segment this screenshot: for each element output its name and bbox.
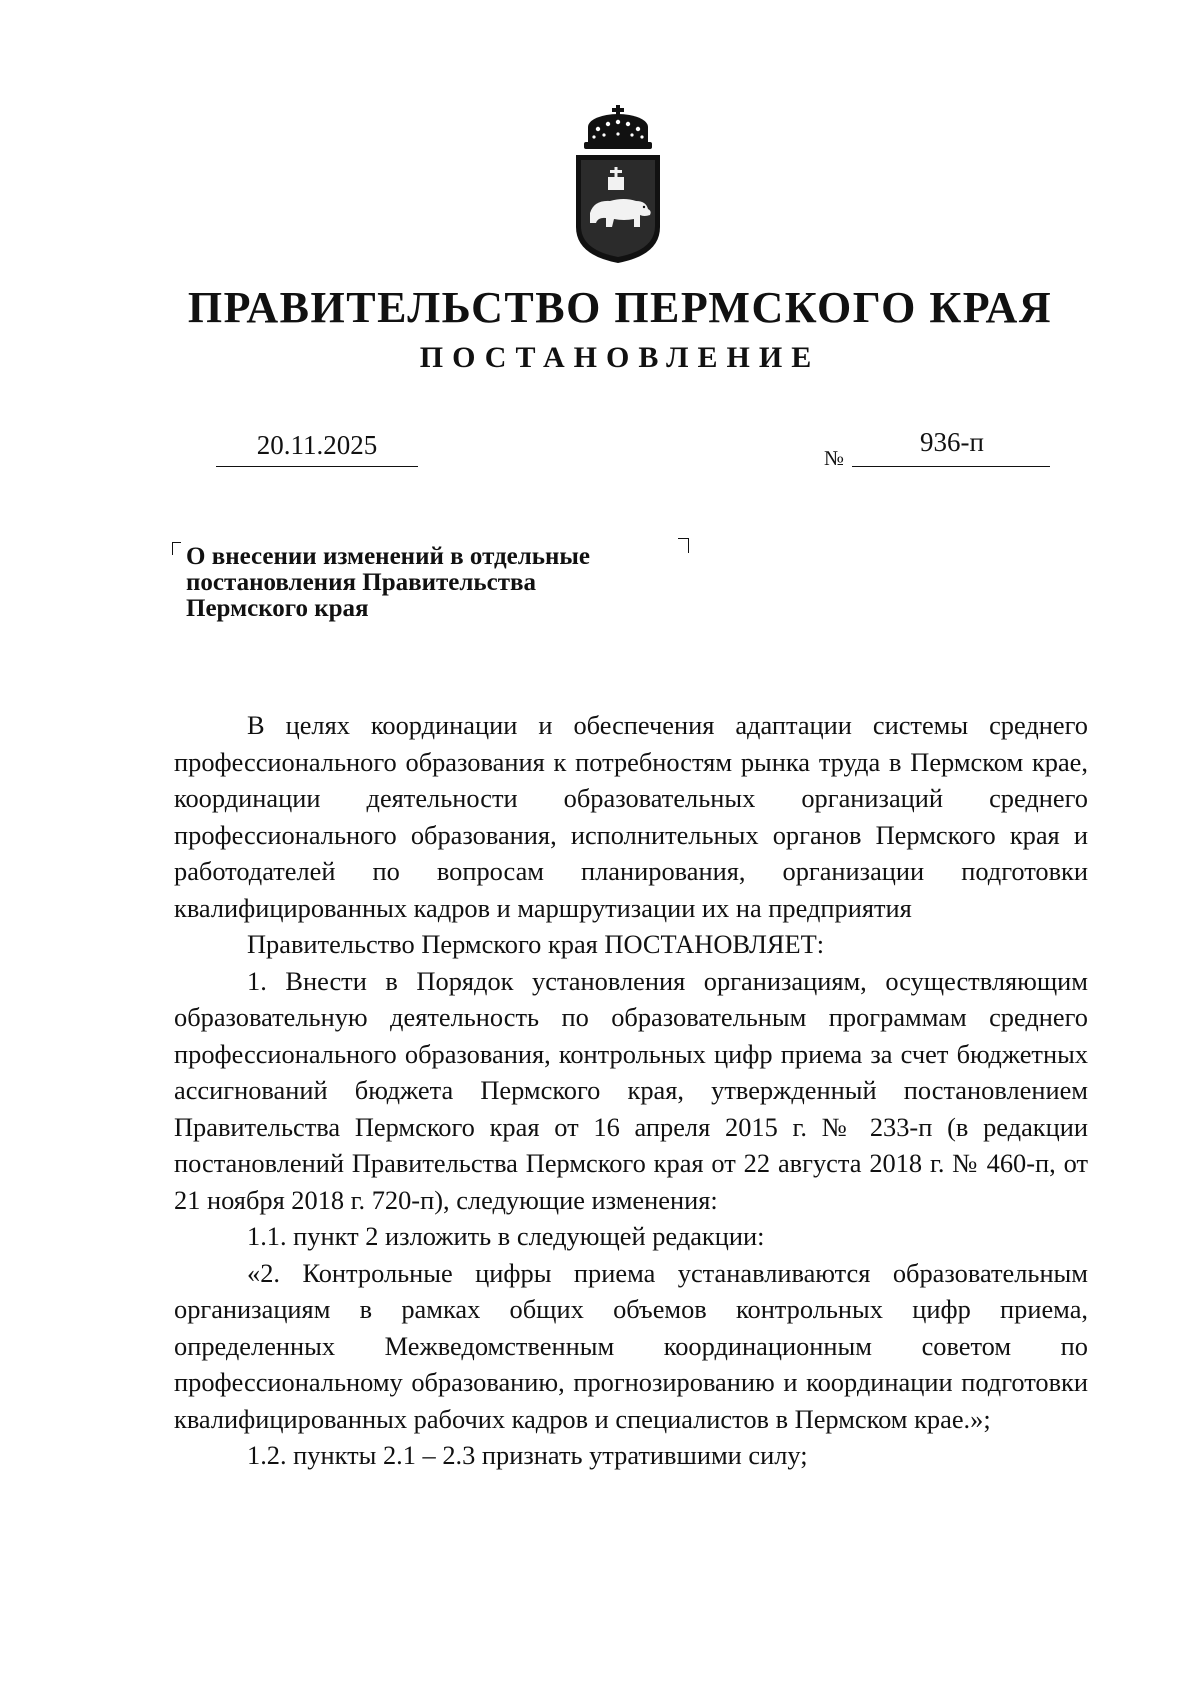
government-title: ПРАВИТЕЛЬСТВО ПЕРМСКОГО КРАЯ [187, 283, 1053, 332]
number-sign: № [824, 446, 845, 470]
body-paragraph-item-1-2: 1.2. пункты 2.1 – 2.3 признать утратившими силу; [247, 1440, 808, 1470]
perm-krai-coat-of-arms-icon [568, 105, 668, 265]
document-date: 20.11.2025 [256, 430, 378, 460]
date-underline [216, 466, 418, 467]
body-paragraph-item-1-1: 1.1. пункт 2 изложить в следующей редакции: [247, 1221, 765, 1251]
body-paragraph-preamble: В целях координации и обеспечения адаптации системы среднего профессионального образования к потребностям рынка труда в Пермском крае, координации деятельности образовательных организаций среднего профессионального образования, исполнительных органов Пермского края и работодателей по вопросам планирования, организации подготовки квалифицированных кадров и маршрутизации их на предприятия [174, 710, 1088, 923]
document-type-heading: ПОСТАНОВЛЕНИЕ [419, 341, 821, 374]
document-subject [186, 544, 706, 622]
subject-line: О внесении изменений в отдельные [186, 543, 591, 570]
document-body [174, 707, 1088, 1474]
subject-line: Пермского края [186, 595, 369, 622]
number-underline [852, 466, 1050, 467]
subject-bracket-left [172, 542, 181, 555]
body-paragraph-item-2-quote: «2. Контрольные цифры приема устанавливаются образовательным организациям в рамках общих объемов контрольных цифр приема, определенных Межведомственным координационным советом по профессиональному образованию, прогнозированию и координации подготовки квалифицированных рабочих кадров и специалистов в Пермском крае.»; [174, 1257, 1088, 1434]
document-number: 936-п [920, 427, 984, 457]
body-paragraph-resolves: Правительство Пермского края ПОСТАНОВЛЯЕТ: [247, 929, 825, 959]
body-paragraph-item-1: 1. Внести в Порядок установления организациям, осуществляющим образовательную деятельность по образовательным программам среднего профессионального образования, контрольных цифр приема за счет бюджетных ассигнований бюджета Пермского края, утвержденный постановлением Правительства Пермского края от 16 апреля 2015 г. № 233-п (в редакции постановлений Правительства Пермского края от 22 августа 2018 г. № 460-п, от 21 ноября 2018 г. 720-п), следующие изменения: [174, 965, 1088, 1215]
subject-line: постановления Правительства [186, 569, 536, 596]
